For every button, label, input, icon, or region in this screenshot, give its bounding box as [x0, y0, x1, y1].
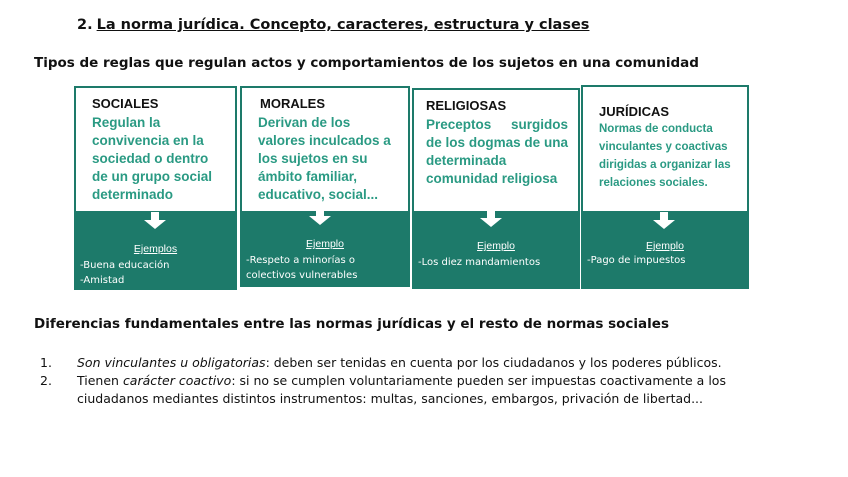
list-text-post: : si no se cumplen voluntariamente pueden ser impuestas coactivamente a los ciudadanos mediantes distintos instrumentos: multas, sanciones, embargos, privación de libertad...	[77, 373, 726, 406]
section-title: La norma jurídica. Concepto, caracteres, estructura y clases	[96, 17, 590, 33]
list-item	[40, 354, 760, 372]
differences-list	[40, 354, 760, 408]
types-subheading: Tipos de reglas que regulan actos y comportamientos de los sujetos en una comunidad	[34, 55, 699, 71]
card-title: MORALES	[260, 96, 325, 111]
card-description: Normas de conducta vinculantes y coactivas dirigidas a organizar las relaciones sociales.	[599, 123, 731, 189]
card-description: Derivan de los valores inculcados a los sujetos en su ámbito familiar, educativo, social...	[258, 115, 391, 202]
example-list	[418, 255, 576, 270]
example-list	[80, 258, 233, 288]
card-header-box	[581, 85, 749, 213]
list-text-emphasis: carácter coactivo	[122, 373, 232, 388]
list-text-post: : deben ser tenidas en cuenta por los ciudadanos y los poderes públicos.	[265, 355, 722, 370]
card-juridicas	[581, 85, 749, 289]
list-text-pre: Tienen	[77, 373, 123, 388]
card-sociales	[74, 86, 237, 290]
card-title: RELIGIOSAS	[426, 98, 507, 113]
list-text-emphasis: Son vinculantes u obligatorias	[77, 355, 266, 370]
card-morales	[240, 86, 410, 287]
card-header-box	[74, 86, 237, 213]
example-item: -Pago de impuestos	[587, 255, 686, 266]
card-description: Regulan la convivencia en la sociedad o dentro de un grupo social determinado	[92, 115, 213, 202]
arrow-down-icon	[480, 218, 502, 227]
example-label: Ejemplo	[646, 240, 684, 252]
arrow-down-icon	[309, 216, 331, 225]
example-item: -Amistad	[80, 275, 125, 286]
example-list	[587, 253, 745, 268]
card-title: SOCIALES	[92, 96, 159, 111]
card-title: JURÍDICAS	[599, 104, 670, 119]
section-heading	[77, 17, 589, 33]
example-item: -Respeto a minorías o colectivos vulnerables	[246, 255, 358, 281]
card-header-box	[412, 88, 580, 213]
card-religiosas	[412, 88, 580, 289]
section-number: 2.	[77, 17, 93, 33]
card-header-box	[240, 86, 410, 213]
example-label: Ejemplos	[133, 243, 178, 255]
differences-subheading: Diferencias fundamentales entre las normas jurídicas y el resto de normas sociales	[34, 316, 669, 332]
arrow-down-icon	[144, 220, 166, 229]
example-label: Ejemplo	[477, 240, 515, 252]
arrow-down-icon	[653, 220, 675, 229]
card-description: Preceptos surgidos de los dogmas de una determinada comunidad religiosa	[426, 117, 568, 186]
example-label: Ejemplo	[306, 238, 344, 250]
list-item	[40, 372, 760, 408]
example-item: -Buena educación	[80, 260, 170, 271]
example-list	[246, 253, 406, 283]
list-number: 2.	[40, 373, 52, 388]
list-number: 1.	[40, 355, 52, 370]
example-item: -Los diez mandamientos	[418, 257, 541, 268]
